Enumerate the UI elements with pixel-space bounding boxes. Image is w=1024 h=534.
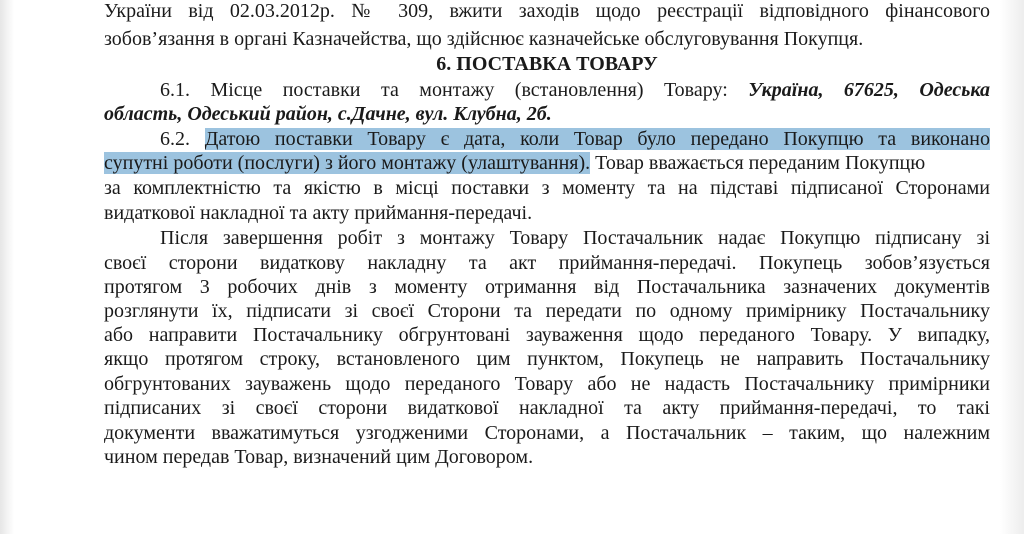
- clause-6-2-line-1[interactable]: [104, 127, 990, 151]
- clause-6-2-number: 6.2.: [160, 128, 205, 150]
- highlighted-selection[interactable]: супутні роботи (послуги) з його монтажу (улаштування).: [104, 152, 591, 174]
- text-line: підписаних зі своєї сторони видаткової накладної та акту приймання-передачі, то такі: [104, 397, 990, 419]
- text-line: обгрунтованих зауважень щодо переданого Товару або не надасть Постачальнику примірники: [104, 373, 990, 395]
- text-line: якщо протягом строку, встановленого цим пунктом, Покупець не направить Постачальнику: [104, 348, 990, 370]
- text-line: [104, 226, 990, 250]
- page-edge-left: [0, 0, 14, 534]
- text-span: Після завершення робіт з монтажу Товару Постачальник надає Покупцю підписану зі: [160, 227, 990, 249]
- text-line: документи вважатимуться узгодженими Сторонами, а Постачальник – таким, що належним: [104, 422, 990, 444]
- clause-6-1-lead: 6.1. Місце поставки та монтажу (встановлення) Товару:: [160, 79, 749, 101]
- text-line: за комплектністю та якістю в місці поставки з моменту та на підставі підписаної Сторонами: [104, 177, 990, 199]
- clause-6-2-line-2[interactable]: [104, 151, 990, 175]
- section-heading: 6. ПОСТАВКА ТОВАРУ: [436, 53, 658, 75]
- text-line: або направити Постачальнику обгрунтовані зауваження щодо переданого Товару. У випадку,: [104, 324, 990, 346]
- highlighted-selection[interactable]: Датою поставки Товару є дата, коли Товар було передано Покупцю та виконано: [204, 128, 990, 150]
- text-line: своєї сторони видаткову накладну та акт приймання-передачі. Покупець зобов’язується: [104, 252, 990, 274]
- text-line: видаткової накладної та акту приймання-передачі.: [104, 202, 533, 224]
- page-edge-right: [1000, 0, 1024, 534]
- text-line: чином передав Товар, визначений цим Договором.: [104, 446, 534, 468]
- clause-6-1-line-1: [104, 78, 990, 102]
- text-line: України від 02.03.2012р. № 309, вжити заходів щодо реєстрації відповідного фінансового: [104, 0, 990, 22]
- text-line: протягом 3 робочих днів з моменту отримання від Постачальника зазначених документів: [104, 276, 990, 298]
- text-line: зобов’язання в органі Казначейства, що здійснює казначейське обслуговування Покупця.: [104, 28, 864, 50]
- clause-6-1-address-cont: область, Одеський район, с.Дачне, вул. Клубна, 2б.: [104, 103, 552, 125]
- clause-6-1-address: Україна, 67625, Одеська: [748, 79, 990, 101]
- text-line: розглянути їх, підписати зі своєї Сторони та передати по одному примірнику Постачальнику: [104, 300, 990, 322]
- clause-6-2-rest: Товар вважається переданим Покупцю: [590, 152, 926, 174]
